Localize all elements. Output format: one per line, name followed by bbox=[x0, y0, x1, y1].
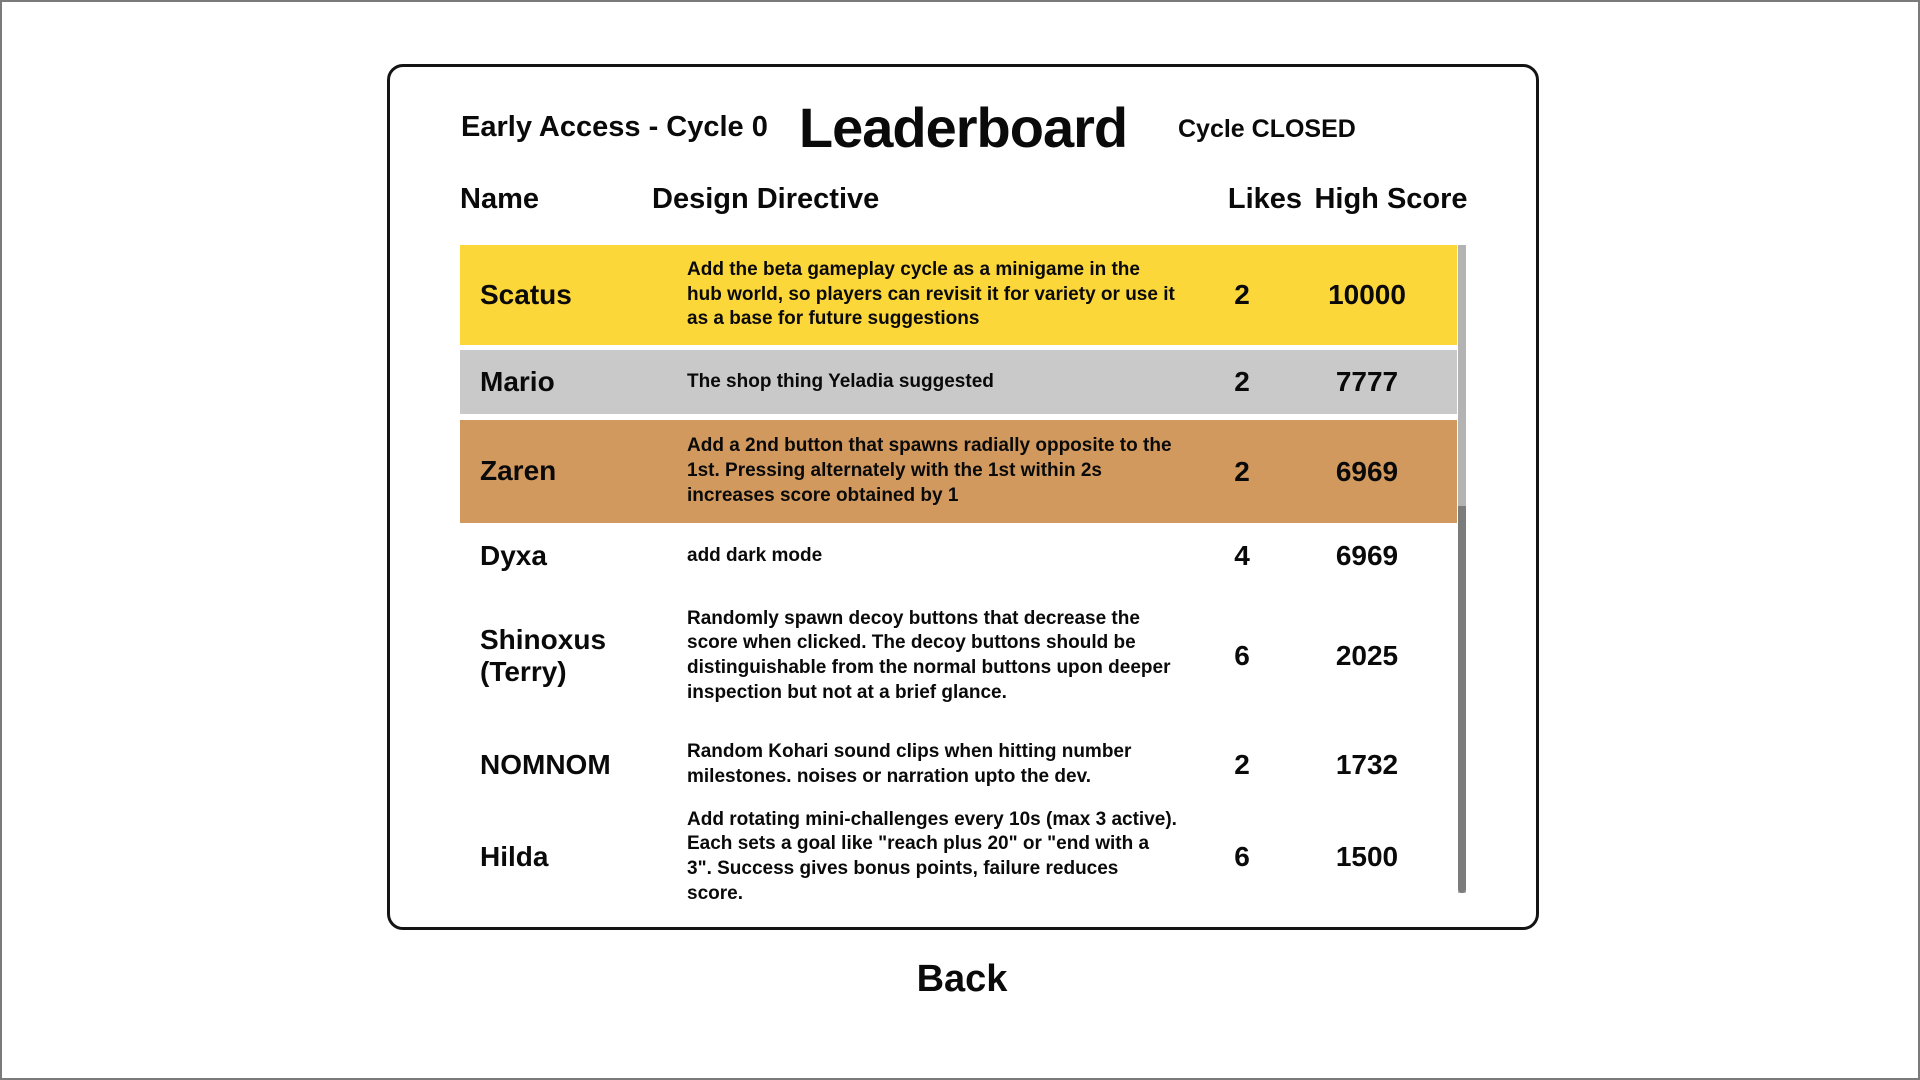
player-name: Zaren bbox=[480, 455, 557, 487]
design-directive: Random Kohari sound clips when hitting number milestones. noises or narration upto the dev. bbox=[687, 741, 1132, 787]
likes-count: 2 bbox=[1234, 749, 1250, 780]
column-header-name: Name bbox=[460, 183, 539, 215]
design-directive: add dark mode bbox=[687, 544, 823, 566]
design-directive: Add rotating mini-challenges every 10s (max 3 active). Each sets a goal like "reach plus 20" or "end with a 3". Success gives bonus points, failure reduces score. bbox=[687, 808, 1177, 904]
player-name: Scatus bbox=[480, 278, 572, 310]
likes-count: 4 bbox=[1234, 540, 1250, 571]
table-row-shinoxus bbox=[460, 589, 1457, 723]
player-name: NOMNOM bbox=[480, 748, 611, 780]
table-row-hilda bbox=[460, 807, 1457, 907]
player-name: Hilda bbox=[480, 840, 549, 872]
high-score-value: 1732 bbox=[1335, 749, 1399, 780]
design-directive: Randomly spawn decoy buttons that decrease the score when clicked. The decoy buttons should be distinguishable from the normal buttons upon deeper inspection but not at a brief glance. bbox=[687, 607, 1171, 703]
likes-count: 2 bbox=[1234, 279, 1250, 310]
scrollbar-thumb[interactable] bbox=[1458, 506, 1466, 893]
design-directive: Add the beta gameplay cycle as a minigame in the hub world, so players can revisit it for variety or use it as a base for future suggestions bbox=[687, 258, 1175, 330]
column-header-directive: Design Directive bbox=[652, 183, 880, 215]
design-directive: Add a 2nd button that spawns radially opposite to the 1st. Pressing alternately with the 1st within 2s increases score obtained by 1 bbox=[687, 435, 1172, 506]
high-score-value: 6969 bbox=[1335, 540, 1399, 571]
table-row-zaren bbox=[460, 420, 1457, 523]
likes-count: 6 bbox=[1234, 841, 1250, 872]
leaderboard-panel bbox=[387, 64, 1539, 930]
likes-count: 6 bbox=[1234, 640, 1250, 671]
player-name: Dyxa bbox=[480, 539, 547, 571]
table-row-nomnom bbox=[460, 723, 1457, 807]
likes-count: 2 bbox=[1234, 366, 1250, 397]
cycle-status-badge: Cycle CLOSED bbox=[1178, 115, 1356, 143]
design-directive: The shop thing Yeladia suggested bbox=[687, 370, 994, 392]
leaderboard-list bbox=[460, 245, 1457, 907]
cycle-subtitle: Early Access - Cycle 0 bbox=[461, 111, 768, 143]
high-score-value: 2025 bbox=[1335, 640, 1399, 671]
back-button[interactable]: Back bbox=[2, 958, 1920, 1001]
likes-count: 2 bbox=[1234, 455, 1250, 487]
table-row-mario bbox=[460, 350, 1457, 414]
page-title: Leaderboard bbox=[798, 96, 1128, 159]
high-score-value: 7777 bbox=[1335, 366, 1399, 397]
column-header-high-score: High Score bbox=[1314, 183, 1468, 215]
player-name: Mario bbox=[480, 365, 555, 397]
table-row-dyxa bbox=[460, 523, 1457, 589]
high-score-value: 1500 bbox=[1335, 841, 1399, 872]
high-score-value: 10000 bbox=[1328, 279, 1406, 310]
high-score-value: 6969 bbox=[1335, 455, 1399, 487]
scrollbar-track[interactable] bbox=[1458, 245, 1466, 893]
table-row-scatus bbox=[460, 245, 1457, 345]
column-header-likes: Likes bbox=[1227, 183, 1303, 215]
player-name: Shinoxus (Terry) bbox=[480, 623, 607, 687]
